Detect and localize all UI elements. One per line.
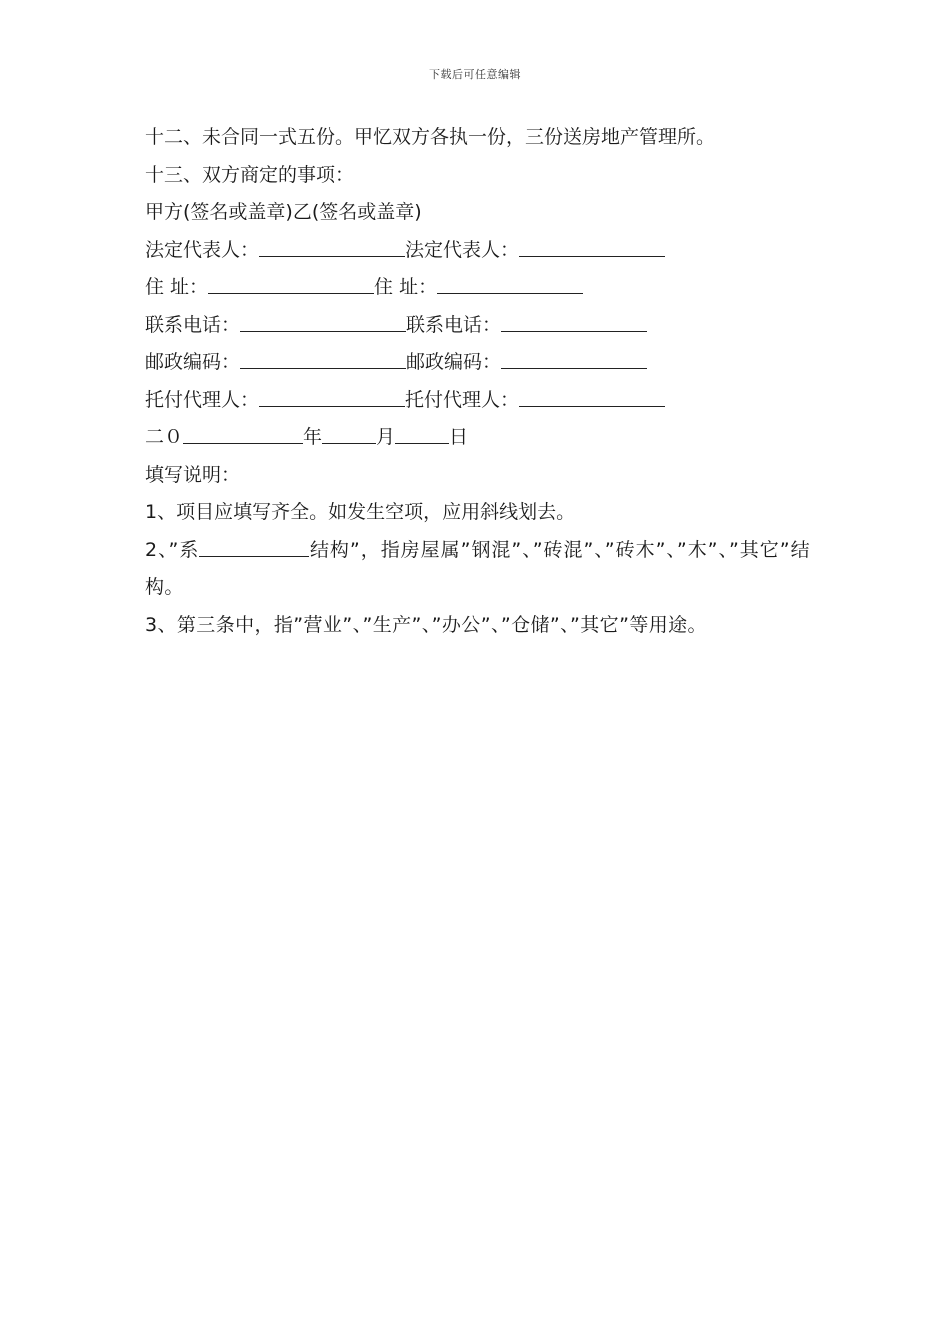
note-item-2-start: 2、”系 bbox=[145, 538, 200, 561]
party-b-postal-label: 邮政编码： bbox=[406, 351, 502, 373]
party-b-address-blank bbox=[437, 272, 583, 294]
month-blank bbox=[322, 422, 376, 444]
document-body bbox=[145, 119, 810, 644]
party-b-phone-blank bbox=[501, 310, 647, 332]
signature-parties: 甲方(签名或盖章)乙(签名或盖章) bbox=[145, 201, 422, 223]
party-a-rep-blank bbox=[259, 235, 405, 257]
party-b-postal-blank bbox=[501, 347, 647, 369]
party-b-rep-blank bbox=[519, 235, 665, 257]
note-item-3: 3、第三条中，指”营业”、”生产”、”办公”、”仓储”、”其它”等用途。 bbox=[145, 613, 707, 636]
note-item-2 bbox=[145, 532, 810, 607]
agent-row bbox=[145, 382, 810, 420]
legal-rep-row bbox=[145, 232, 810, 270]
note-item-2-end: 结构”，指房屋属”钢混”、”砖混”、”砖木”、”木”、”其它”结构。 bbox=[145, 538, 810, 598]
clause-thirteen: 十三、双方商定的事项： bbox=[145, 163, 355, 186]
date-year-label: 年 bbox=[303, 426, 323, 448]
party-b-phone-label: 联系电话： bbox=[406, 313, 502, 336]
phone-row bbox=[145, 307, 810, 345]
party-a-address-label: 住 址： bbox=[145, 276, 209, 298]
party-a-phone-blank bbox=[240, 310, 406, 332]
page-header: 下载后可任意编辑 bbox=[429, 68, 521, 81]
postal-row bbox=[145, 344, 810, 382]
date-month-label: 月 bbox=[376, 426, 396, 448]
date-row bbox=[145, 419, 810, 457]
note-item-1: 1、项目应填写齐全。如发生空项，应用斜线划去。 bbox=[145, 501, 576, 523]
date-day-label: 日 bbox=[449, 426, 469, 448]
party-a-postal-label: 邮政编码： bbox=[145, 351, 241, 373]
date-prefix: 二０ bbox=[145, 426, 184, 448]
party-b-agent-label: 托付代理人： bbox=[405, 388, 520, 411]
year-blank bbox=[183, 422, 303, 444]
address-row bbox=[145, 269, 810, 307]
clause-twelve: 十二、未合同一式五份。甲忆双方各执一份，三份送房地产管理所。 bbox=[145, 126, 716, 148]
party-a-address-blank bbox=[208, 272, 374, 294]
party-a-postal-blank bbox=[240, 347, 406, 369]
notes-title: 填写说明： bbox=[145, 463, 241, 486]
party-a-phone-label: 联系电话： bbox=[145, 313, 241, 336]
structure-blank bbox=[199, 535, 309, 557]
party-b-rep-label: 法定代表人： bbox=[405, 238, 520, 261]
party-b-agent-blank bbox=[519, 385, 665, 407]
party-a-rep-label: 法定代表人： bbox=[145, 238, 260, 261]
day-blank bbox=[395, 422, 449, 444]
party-a-agent-blank bbox=[259, 385, 405, 407]
party-a-agent-label: 托付代理人： bbox=[145, 388, 260, 411]
party-b-address-label: 住 址： bbox=[374, 276, 438, 298]
